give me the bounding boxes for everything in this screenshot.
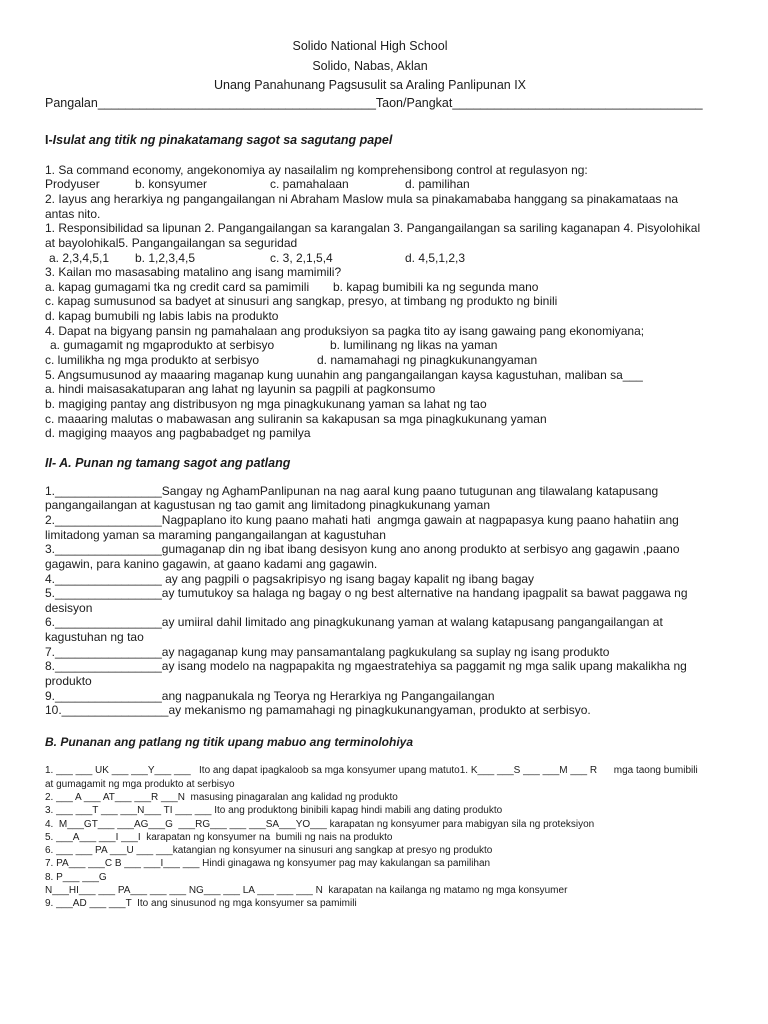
part2a-title: II- A. Punan ng tamang sagot ang patlang	[45, 455, 291, 470]
exam-header	[0, 37, 740, 96]
fill-item-8-line: 8.________________ay isang modelo na nagpapakita ng mgaestratehiya sa paggamit ng mga salik upang makalikha ng	[45, 659, 687, 674]
fill-item-1-line: 1.________________Sangay ng AghamPanlipunan na nag aaral kung paano tutugunan ang tilawalang katapusang	[45, 483, 659, 498]
question-3-choice-d: d. kapag bumubili ng labis labis na produkto	[45, 309, 279, 324]
question-2-stem-cont: antas nito.	[45, 206, 101, 221]
question-3-stem: 3. Kailan mo masasabing matalino ang isang mamimili?	[45, 265, 342, 280]
section-label: Taon/Pangkat	[375, 96, 453, 110]
exam-title: Unang Panahunang Pagsusulit sa Araling Panlipunan IX	[213, 78, 527, 92]
question-2-choice-b: b. 1,2,3,4,5	[135, 250, 196, 265]
fill-item-5-line: 5.________________ay tumutukoy sa halaga ng bagay o ng best alternative na handang ipagpalit sa bawat paggawa ng	[45, 586, 688, 601]
question-5-choice-a: a. hindi maisasakatuparan ang lahat ng layunin sa pagpili at pagkonsumo	[45, 382, 436, 397]
question-1-choice-a: Prodyuser	[45, 177, 100, 192]
term-item-3-line: 3. ___ ___T ___ ___N___ TI ___ ___ Ito ang produktong binibili kapag hindi mabili ang dating produkto	[45, 805, 503, 817]
name-section-line	[45, 95, 703, 112]
term-item-5-line: 5. ___A___ ___I ___I karapatan ng konsyumer na bumili ng nais na produkto	[45, 831, 393, 843]
part2b-items	[45, 764, 698, 910]
question-2-choice-a: a. 2,3,4,5,1	[49, 250, 110, 265]
fill-item-4-line: 4.________________ ay ang pagpili o pagsakripisyo ng isang bagay kapalit ng ibang bagay	[45, 571, 535, 586]
term-item-2-line: 2. ___ A ___ AT___ ___R ___N masusing pinagaralan ang kalidad ng produkto	[45, 791, 398, 803]
question-4-choice-b: b. lumilinang ng likas na yaman	[330, 338, 498, 353]
fill-item-3-line: 3.________________gumaganap din ng ibat ibang desisyon kung ano anong produkto at serbisyo ang gagawin ,paano	[45, 542, 680, 557]
question-5-choice-c: c. maaaring malutas o mabawasan ang suliranin sa kakapusan sa mga pinagkukunang yaman	[45, 411, 547, 426]
part1-title-prefix: I-	[45, 132, 53, 147]
fill-item-7	[45, 645, 688, 660]
question-2-list: 1. Responsibilidad sa lipunan 2. Pangangailangan sa karangalan 3. Pangangailangan sa sariling kaganapan 4. Pisyolohikal	[45, 221, 701, 236]
fill-item-3-line-cont: gagawin, para kanino gagawin, at gaano kadami ang gagawin.	[45, 556, 378, 571]
fill-item-10-line: 10.________________ay mekanismo ng pamamahagi ng pinagkukunangyaman, produkto at serbisyo.	[45, 703, 591, 718]
question-1-choice-c: c. pamahalaan	[270, 177, 349, 192]
question-2-choice-c: c. 3, 2,1,5,4	[270, 250, 333, 265]
question-3-choice-c: c. kapag sumusunod sa badyet at sinusuri ang sangkap, presyo, at timbang ng produkto ng binili	[45, 294, 558, 309]
fill-item-6-line: 6.________________ay umiiral dahil limitado ang pinagkukunang yaman at walang katapusang pangangailangan at	[45, 615, 663, 630]
fill-item-4	[45, 572, 688, 587]
term-item-4-line: 4. M___GT___ ___AG___G ___RG___ ___ ___SA___YO___ karapatan ng konsyumer para mabigyan sila ng proteksiyon	[45, 818, 595, 830]
question-5	[45, 368, 735, 441]
question-2-list-cont: at bayolohikal5. Pangangailangan sa seguridad	[45, 235, 298, 250]
part2a-items	[45, 484, 688, 718]
question-5-stem: 5. Angsumusunod ay maaaring maganap kung uunahin ang pangangailangan kaysa kagustuhan, maliban sa___	[45, 367, 643, 382]
question-1-choices	[45, 177, 735, 192]
fill-item-1-line-cont: pangangailangan at kagustusan ng tao gamit ang limitadong pinagkukunang yaman	[45, 498, 490, 513]
name-blank: ________________________________________	[97, 96, 376, 110]
fill-item-8-line-cont: produkto	[45, 674, 92, 689]
fill-item-6	[45, 615, 688, 644]
fill-item-3	[45, 542, 688, 571]
fill-item-9-line: 9.________________ang nagpanukala ng Teorya ng Herarkiya ng Pangangailangan	[45, 688, 495, 703]
question-1	[45, 163, 735, 192]
term-item-1-line: 1. ___ ___ UK ___ ___Y___ ___ Ito ang dapat ipagkaloob sa mga konsyumer upang matuto1. K___ ___S ___ ___M ___ R mga taong bumibili	[45, 765, 698, 777]
school-name: Solido National High School	[292, 39, 448, 53]
question-5-choice-b: b. magiging pantay ang distribusyon ng mga pinagkukunang yaman sa lahat ng tao	[45, 396, 487, 411]
question-4-choices-ab	[45, 338, 735, 353]
fill-item-5-line-cont: desisyon	[45, 600, 93, 615]
section-blank: ____________________________________	[452, 96, 703, 110]
term-item-7-line: 7. PA___ ___C B ___ ___I___ ___ Hindi ginagawa ng konsyumer pag may kakulangan sa pamilihan	[45, 858, 491, 870]
part2b-title: B. Punanan ang patlang ng titik upang mabuo ang terminolohiya	[45, 734, 414, 749]
question-3-choices-ab	[45, 280, 735, 295]
question-2-choices	[45, 251, 735, 266]
fill-item-1	[45, 484, 688, 513]
fill-item-2-line: 2.________________Nagpaplano ito kung paano mahati hati angmga gawain at nagpapasya kung paano hahatiin ang	[45, 512, 679, 527]
term-item-8-line: 8. P___ ___G	[45, 871, 107, 883]
question-4-stem: 4. Dapat na bigyang pansin ng pamahalaan ang produksiyon sa pagka tito ay isang gawaing pang ekonomiyana;	[45, 323, 645, 338]
fill-item-7-line: 7.________________ay nagaganap kung may pansamantalang pagkukulang sa suplay ng isang produkto	[45, 644, 610, 659]
question-1-stem: 1. Sa command economy, angekonomiya ay nasailalim ng komprehensibong control at regulasyon ng:	[45, 162, 588, 177]
question-3-choice-a: a. kapag gumagami tka ng credit card sa pamimili	[45, 279, 310, 294]
fill-item-2-line-cont: limitadong yaman sa maraming pangangailangan at kagustuhan	[45, 527, 386, 542]
question-4-choice-a: a. gumagamit ng mgaprodukto at serbisyo	[50, 338, 275, 353]
question-2	[45, 192, 735, 265]
fill-item-10	[45, 703, 688, 718]
name-label: Pangalan	[45, 96, 98, 110]
fill-item-5	[45, 586, 688, 615]
part1-title	[45, 133, 392, 148]
question-2-stem: 2. Iayus ang herarkiya ng pangangailangan ni Abraham Maslow mula sa pinakamababa hanggang sa pinakamataas na	[45, 191, 679, 206]
question-4	[45, 324, 735, 368]
fill-item-6-line-cont: kagustuhan ng tao	[45, 630, 144, 645]
school-address: Solido, Nabas, Aklan	[312, 58, 428, 73]
fill-item-2	[45, 513, 688, 542]
term-item-6-line: 6. ___ ___ PA ___U ___ ___katangian ng konsyumer na sinusuri ang sangkap at presyo ng produkto	[45, 845, 493, 857]
fill-item-8	[45, 659, 688, 688]
term-item-1-line-cont: at gumagamit ng mga produkto at serbisyo	[45, 778, 235, 790]
question-3	[45, 265, 735, 324]
part1-questions	[45, 163, 735, 441]
fill-item-9	[45, 689, 688, 704]
question-4-choice-d: d. namamahagi ng pinagkukunangyaman	[317, 353, 538, 368]
question-5-choice-d: d. magiging maayos ang pagbabadget ng pamilya	[45, 426, 311, 441]
question-2-choice-d: d. 4,5,1,2,3	[405, 250, 466, 265]
question-4-choices-cd	[45, 353, 735, 368]
question-1-choice-b: b. konsyumer	[135, 177, 208, 192]
term-item-8-line-cont: N___HI___ ___ PA___ ___ ___ NG___ ___ LA ___ ___ ___ N karapatan na kailanga ng matamo ng mga konsyumer	[45, 885, 568, 897]
part1-title-text: Isulat ang titik ng pinakatamang sagot sa sagutang papel	[52, 132, 393, 147]
term-item-9-line: 9. ___AD ___ ___T Ito ang sinusunod ng mga konsyumer sa pamimili	[45, 898, 357, 910]
question-4-choice-c: c. lumilikha ng mga produkto at serbisyo	[45, 353, 260, 368]
question-1-choice-d: d. pamilihan	[405, 177, 470, 192]
question-3-choice-b: b. kapag bumibili ka ng segunda mano	[333, 279, 539, 294]
